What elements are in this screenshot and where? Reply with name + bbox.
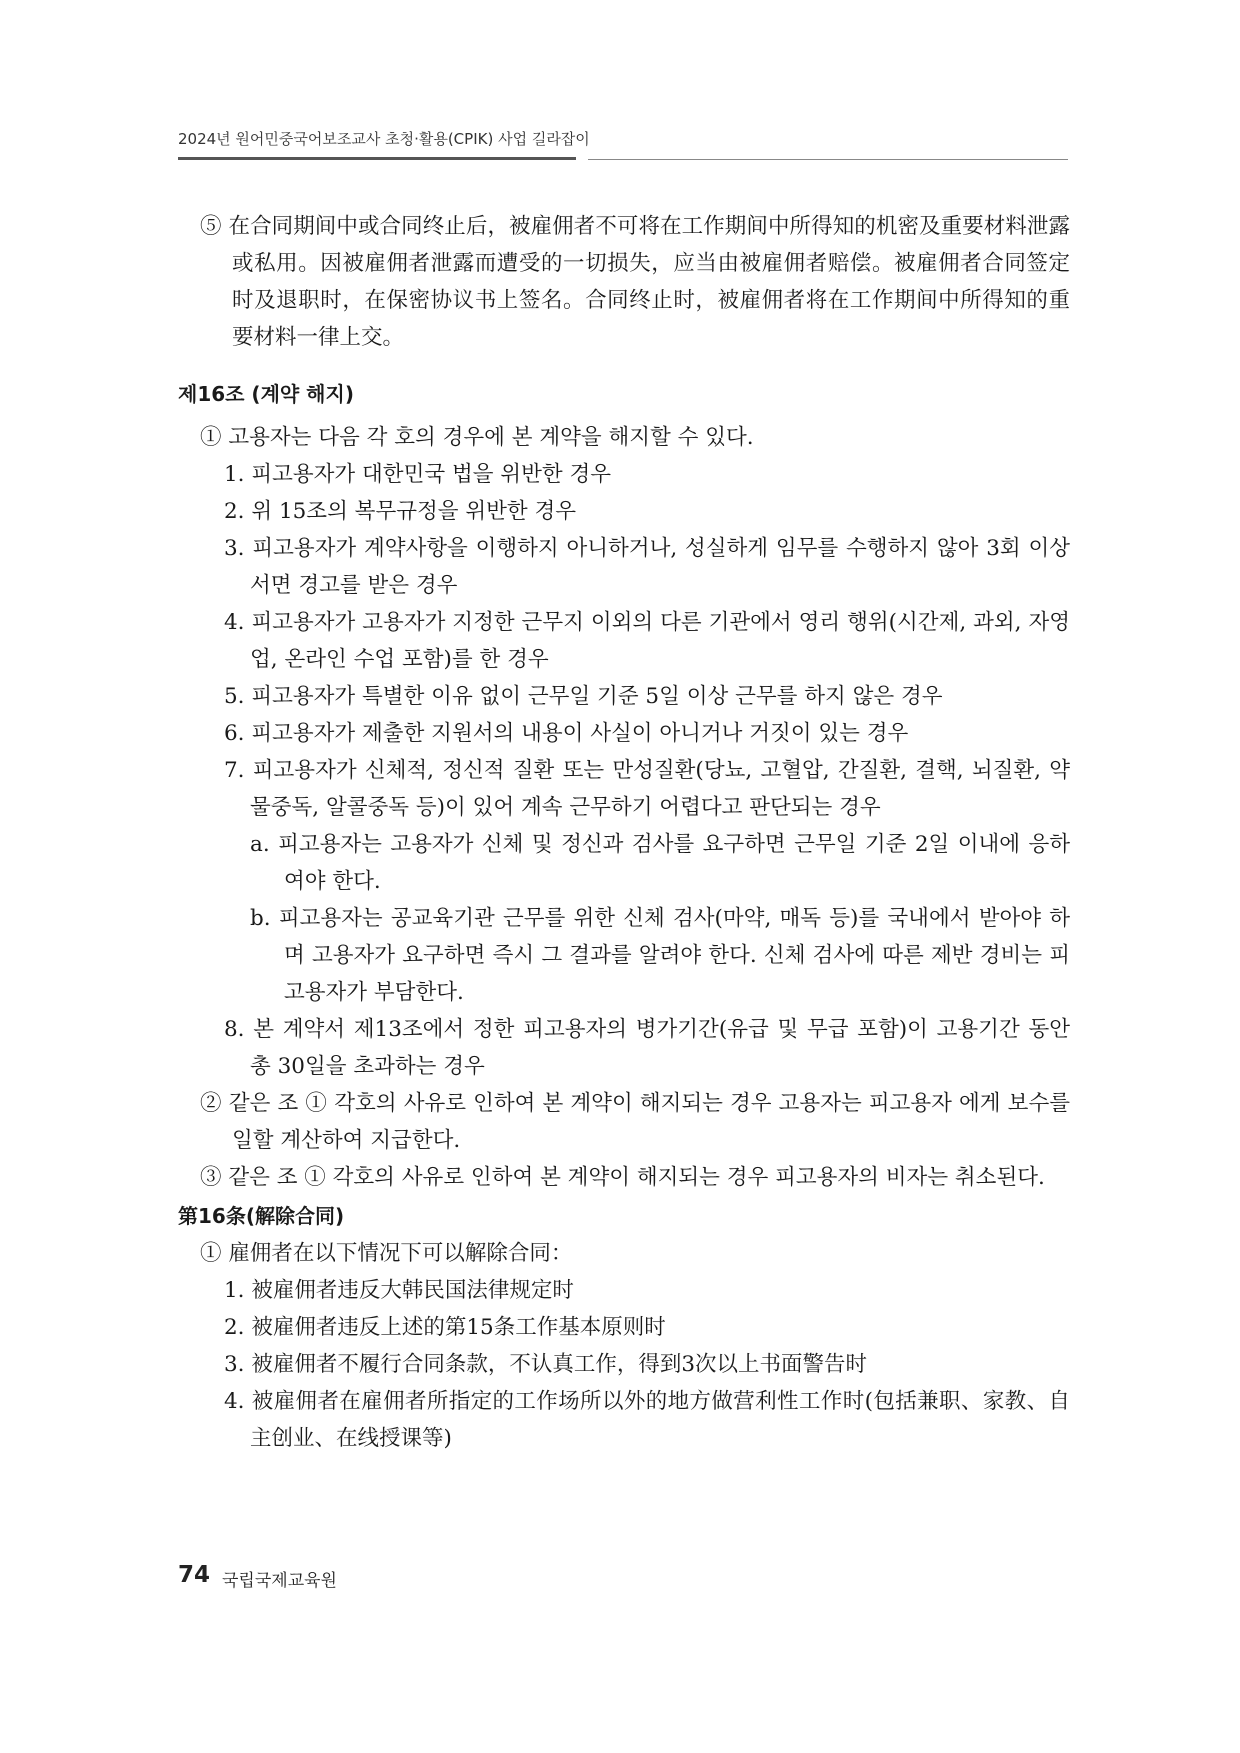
running-header: 2024년 원어민중국어보조교사 초청·활용(CPIK) 사업 길라잡이: [178, 130, 590, 148]
article-16-ko-item-7: 7. 피고용자가 신체적, 정신적 질환 또는 만성질환(당뇨, 고혈압, 간질환, 결핵, 뇌질환, 약물중독, 알콜중독 등)이 있어 계속 근무하기 어렵다고 판단되는 경우: [224, 758, 1070, 820]
article-16-zh-item-1: 1. 被雇佣者违反大韩民国法律规定时: [224, 1278, 574, 1303]
article-16-zh-item-2: 2. 被雇佣者违反上述的第15条工作基本原则时: [224, 1315, 666, 1340]
article-16-zh-title: 第16条(解除合同): [178, 1204, 345, 1228]
article-16-ko-item-5: 5. 피고용자가 특별한 이유 없이 근무일 기준 5일 이상 근무를 하지 않은 경우: [224, 684, 943, 709]
article-16-ko-subitem-b: b. 피고용자는 공교육기관 근무를 위한 신체 검사(마약, 매독 등)를 국내에서 받아야 하며 고용자가 요구하면 즉시 그 결과를 알려야 한다. 신체 검사에 따른 제반 경비는 피고용자가 부담한다.: [250, 906, 1070, 1005]
clause-5-zh: ⑤ 在合同期间中或合同终止后，被雇佣者不可将在工作期间中所得知的机密及重要材料泄露或私用。因被雇佣者泄露而遭受的一切损失，应当由被雇佣者赔偿。被雇佣者合同签定时及退职时，在保密协议书上签名。合同终止时，被雇佣者将在工作期间中所得知的重要材料一律上交。: [200, 214, 1070, 350]
page-number: 74: [178, 1562, 211, 1588]
header-rule-thick: [178, 157, 576, 160]
article-16-zh-para-1: ① 雇佣者在以下情况下可以解除合同：: [200, 1241, 573, 1266]
footer-org-name: 국립국제교육원: [222, 1571, 337, 1591]
header-rule-thin: [588, 159, 1068, 160]
article-16-ko-subitem-a: a. 피고용자는 고용자가 신체 및 정신과 검사를 요구하면 근무일 기준 2일 이내에 응하여야 한다.: [250, 832, 1070, 894]
article-16-ko-para-1: ① 고용자는 다음 각 호의 경우에 본 계약을 해지할 수 있다.: [200, 425, 754, 450]
page-body: [178, 208, 1070, 1457]
article-16-ko-item-6: 6. 피고용자가 제출한 지원서의 내용이 사실이 아니거나 거짓이 있는 경우: [224, 721, 909, 746]
article-16-zh-item-3: 3. 被雇佣者不履行合同条款，不认真工作，得到3次以上书面警告时: [224, 1352, 868, 1377]
article-16-ko-item-1: 1. 피고용자가 대한민국 법을 위반한 경우: [224, 462, 611, 487]
article-16-ko-para-2: ② 같은 조 ① 각호의 사유로 인하여 본 계약이 해지되는 경우 고용자는 피고용자 에게 보수를 일할 계산하여 지급한다.: [200, 1091, 1070, 1153]
article-16-ko-item-4: 4. 피고용자가 고용자가 지정한 근무지 이외의 다른 기관에서 영리 행위(시간제, 과외, 자영업, 온라인 수업 포함)를 한 경우: [224, 610, 1070, 672]
article-16-zh-item-4: 4. 被雇佣者在雇佣者所指定的工作场所以外的地方做营利性工作时(包括兼职、家教、自主创业、在线授课等): [224, 1389, 1070, 1451]
article-16-ko-item-3: 3. 피고용자가 계약사항을 이행하지 아니하거나, 성실하게 임무를 수행하지 않아 3회 이상 서면 경고를 받은 경우: [224, 536, 1070, 598]
article-16-ko-title: 제16조 (계약 해지): [178, 382, 354, 406]
article-16-ko-item-2: 2. 위 15조의 복무규정을 위반한 경우: [224, 499, 577, 524]
article-16-ko-item-8: 8. 본 계약서 제13조에서 정한 피고용자의 병가기간(유급 및 무급 포함)이 고용기간 동안 총 30일을 초과하는 경우: [224, 1017, 1070, 1079]
article-16-ko-para-3: ③ 같은 조 ① 각호의 사유로 인하여 본 계약이 해지되는 경우 피고용자의 비자는 취소된다.: [200, 1165, 1045, 1190]
